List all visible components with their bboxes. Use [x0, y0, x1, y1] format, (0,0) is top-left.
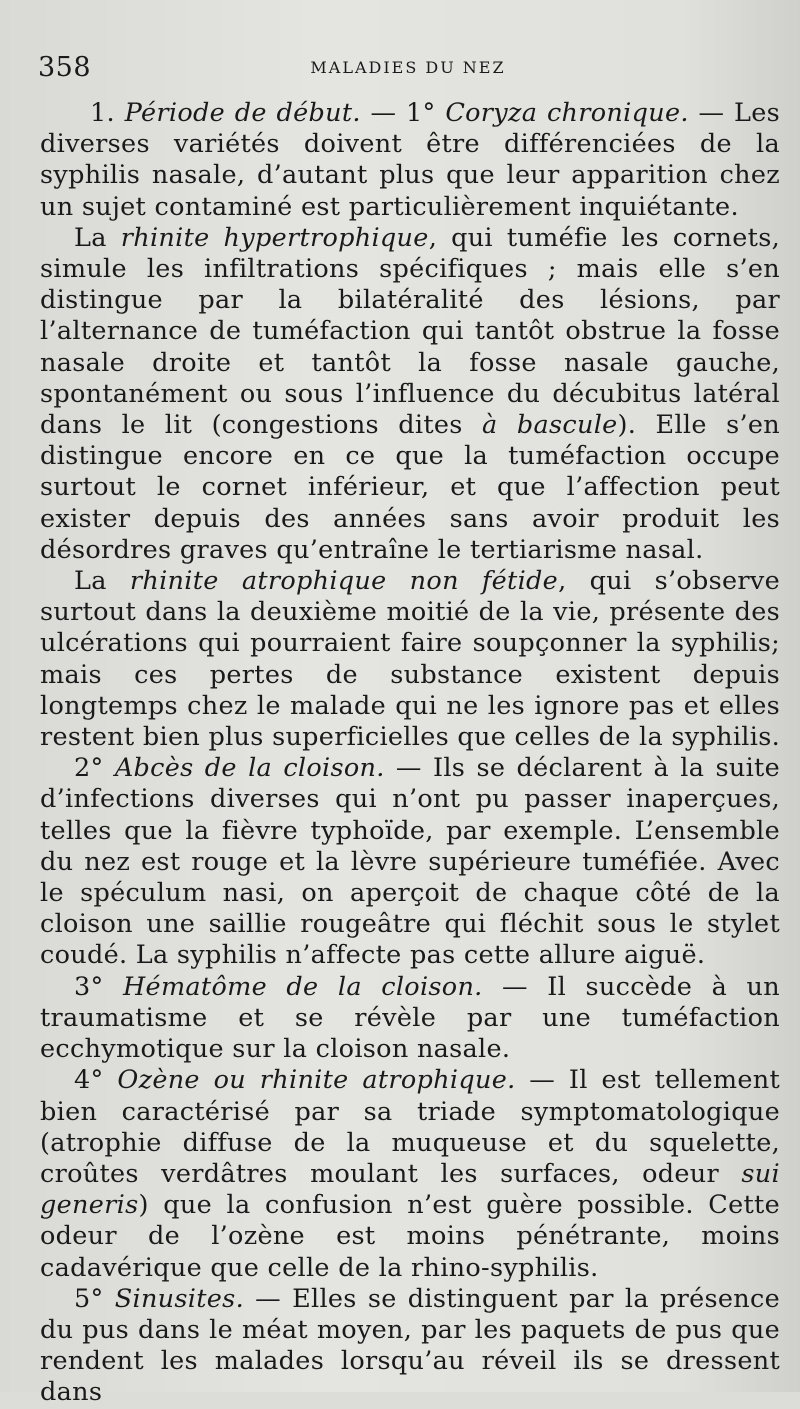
italic-text: Abcès de la cloison. [114, 753, 385, 784]
running-title: MALADIES DU NEZ [310, 58, 506, 77]
paragraph-coryza-chronique [40, 98, 780, 223]
text-run: 3° [74, 971, 124, 1002]
page-number: 358 [38, 52, 92, 83]
text-run: — Ils se déclarent à la suite d’infections diverses qui n’ont pu passer inaperçues, telles que la fièvre typhoïde, par exemple. L’ensemble du nez est rouge et la lèvre supérieure tuméfiée. Avec le spéculum nasi, on aperçoit de chaque côté de la cloison une saillie rougeâtre qui fléchit sous le stylet coudé. La syphilis n’affecte pas cette allure aiguë. [40, 753, 780, 971]
body-text [40, 98, 780, 1409]
paragraph-sinusites [40, 1284, 780, 1409]
text-run: 4° [74, 1065, 118, 1096]
text-run: — Il est tellement bien caractérisé par sa triade symptomatologique (atrophie diffuse de la muqueuse et du squelette, croûtes verdâtres moulant les surfaces, odeur [40, 1065, 780, 1189]
italic-text: Période de début. [124, 98, 361, 128]
italic-text: Hématôme de la cloison. [123, 971, 483, 1002]
italic-text: Coryza chronique. [445, 98, 689, 128]
paragraph-abces-de-la-cloison [40, 753, 780, 971]
italic-text: Ozène ou rhinite atrophique. [117, 1065, 516, 1096]
text-run: La [74, 566, 130, 597]
text-run: , qui s’observe surtout dans la deuxième moitié de la vie, présente des ulcérations qui pourraient faire soupçonner la syphilis; mais ces pertes de substance existent depuis longtemps chez le malade qui ne les ignore pas et elles restent bien plus superficielles que celles de la syphilis. [40, 566, 780, 753]
text-run: 5° [74, 1283, 115, 1314]
italic-text: Sinusites. [114, 1283, 244, 1314]
text-run: — Elles se distinguent par la présence du pus dans le méat moyen, par les paquets de pus que rendent les malades lorsqu’au réveil ils se dressent dans [40, 1283, 780, 1408]
italic-text: sui generis [40, 1158, 780, 1221]
paragraph-rhinite-hypertrophique [40, 223, 780, 566]
paragraph-rhinite-atrophique-non-fetide [40, 566, 780, 753]
italic-text: à bascule [482, 410, 618, 441]
text-run: — Les diverses variétés doivent être différenciées de la syphilis nasale, d’autant plus que leur apparition chez un sujet contaminé est particulièrement inquiétante. [40, 98, 781, 222]
italic-text: rhinite hypertrophique [120, 222, 429, 253]
text-run: , qui tuméfie les cornets, simule les infiltrations spécifiques ; mais elle s’en distingue par la bilatéralité des lésions, par l’alternance de tuméfaction qui tantôt obstrue la fosse nasale droite et tantôt la fosse nasale gauche, spontanément ou sous l’influence du décubitus latéral dans le lit (congestions dites [40, 222, 780, 441]
paragraph-ozene [40, 1065, 780, 1283]
paragraph-hematome-de-la-cloison [40, 972, 780, 1066]
text-run: — 1° [360, 98, 446, 128]
italic-text: rhinite atrophique non fétide [129, 566, 559, 597]
text-run: — Il succède à un traumatisme et se révèle par une tuméfaction ecchymotique sur la cloison nasale. [40, 971, 780, 1065]
text-run: ) que la confusion n’est guère possible. Cette odeur de l’ozène est moins pénétrante, moins cadavérique que celle de la rhino-syphilis. [40, 1190, 780, 1283]
text-run: 2° [74, 753, 115, 784]
text-run: La [74, 222, 121, 253]
text-run: 1. [90, 98, 125, 128]
text-run: ). Elle s’en distingue encore en ce que la tuméfaction occupe surtout le cornet inférieur, et que l’affection peut exister depuis des années sans avoir produit les désordres graves qu’entraîne le tertiarisme nasal. [40, 410, 781, 565]
page-header [38, 52, 778, 88]
